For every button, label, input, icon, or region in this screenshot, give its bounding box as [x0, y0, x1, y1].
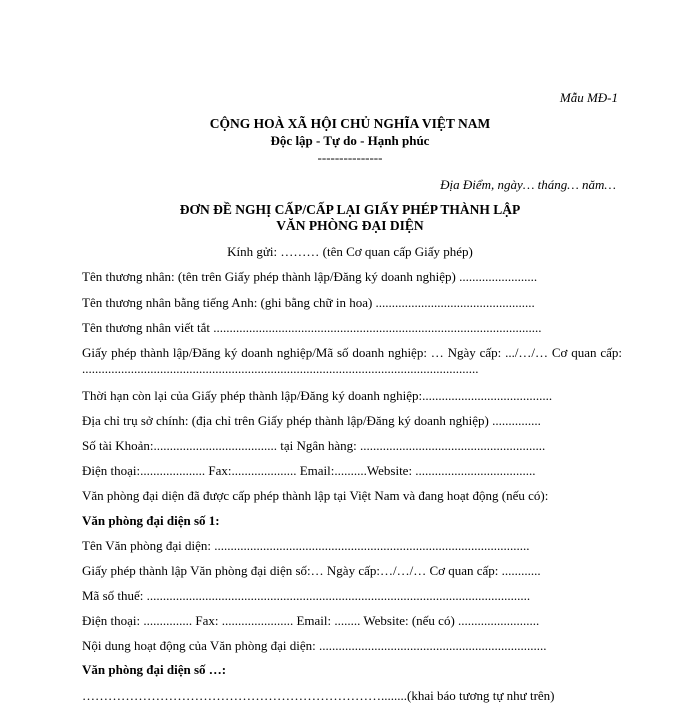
national-motto: Độc lập - Tự do - Hạnh phúc: [270, 133, 430, 148]
field-head-office: Địa chỉ trụ sở chính: (địa chỉ trên Giấy phép thành lập/Đăng ký doanh nghiệp) ...............: [82, 413, 541, 428]
field-license-info: Giấy phép thành lập/Đăng ký doanh nghiệp/Mã số doanh nghiệp: … Ngày cấp: .../…/… Cơ quan cấp: ..........................................................................................................................: [82, 345, 622, 376]
field-short-name: Tên thương nhân viết tắt .....................................................................................................: [82, 320, 542, 335]
field-bank-account: Số tài Khoản:...................................... tại Ngân hàng: .........................................................: [82, 438, 546, 453]
office-1-contact: Điện thoại: ............... Fax: ...................... Email: ........ Website: (nếu có) .........................: [82, 613, 540, 628]
header-divider: ---------------: [317, 150, 383, 165]
place-date: Địa Điểm, ngày… tháng… năm…: [440, 177, 616, 192]
document-title-line-2: VĂN PHÒNG ĐẠI DIỆN: [276, 218, 424, 233]
form-code: Mẫu MĐ-1: [559, 90, 618, 105]
field-trader-name: Tên thương nhân: (tên trên Giấy phép thành lập/Đăng ký doanh nghiệp) ........................: [82, 269, 538, 284]
office-n-declare: ……………………………………………………………........(khai báo tương tự như trên): [82, 688, 555, 703]
national-title: CỘNG HOÀ XÃ HỘI CHỦ NGHĨA VIỆT NAM: [209, 116, 491, 131]
office-1-activities: Nội dung hoạt động của Văn phòng đại diện: ......................................................................: [82, 638, 547, 653]
document-title-line-1: ĐƠN ĐỀ NGHỊ CẤP/CẤP LẠI GIẤY PHÉP THÀNH LẬP: [179, 202, 521, 217]
field-contact: Điện thoại:.................... Fax:.................... Email:..........Website: .....................................: [82, 463, 536, 478]
office-n-heading: Văn phòng đại diện số …:: [82, 662, 227, 677]
field-english-name: Tên thương nhân bằng tiếng Anh: (ghi bằng chữ in hoa) .................................................: [82, 295, 535, 310]
recipient-line: Kính gửi: ……… (tên Cơ quan cấp Giấy phép): [227, 244, 473, 259]
field-remaining-term: Thời hạn còn lại của Giấy phép thành lập/Đăng ký doanh nghiệp:........................................: [82, 388, 553, 403]
field-existing-offices: Văn phòng đại diện đã được cấp phép thành lập tại Việt Nam và đang hoạt động (nếu có):: [82, 488, 549, 503]
office-1-license: Giấy phép thành lập Văn phòng đại diện số:… Ngày cấp:…/…/… Cơ quan cấp: ............: [82, 563, 541, 578]
office-1-heading: Văn phòng đại diện số 1:: [82, 513, 220, 528]
office-1-tax-code: Mã số thuế: ......................................................................................................................: [82, 588, 531, 603]
office-1-name: Tên Văn phòng đại diện: .................................................................................................: [82, 538, 530, 553]
